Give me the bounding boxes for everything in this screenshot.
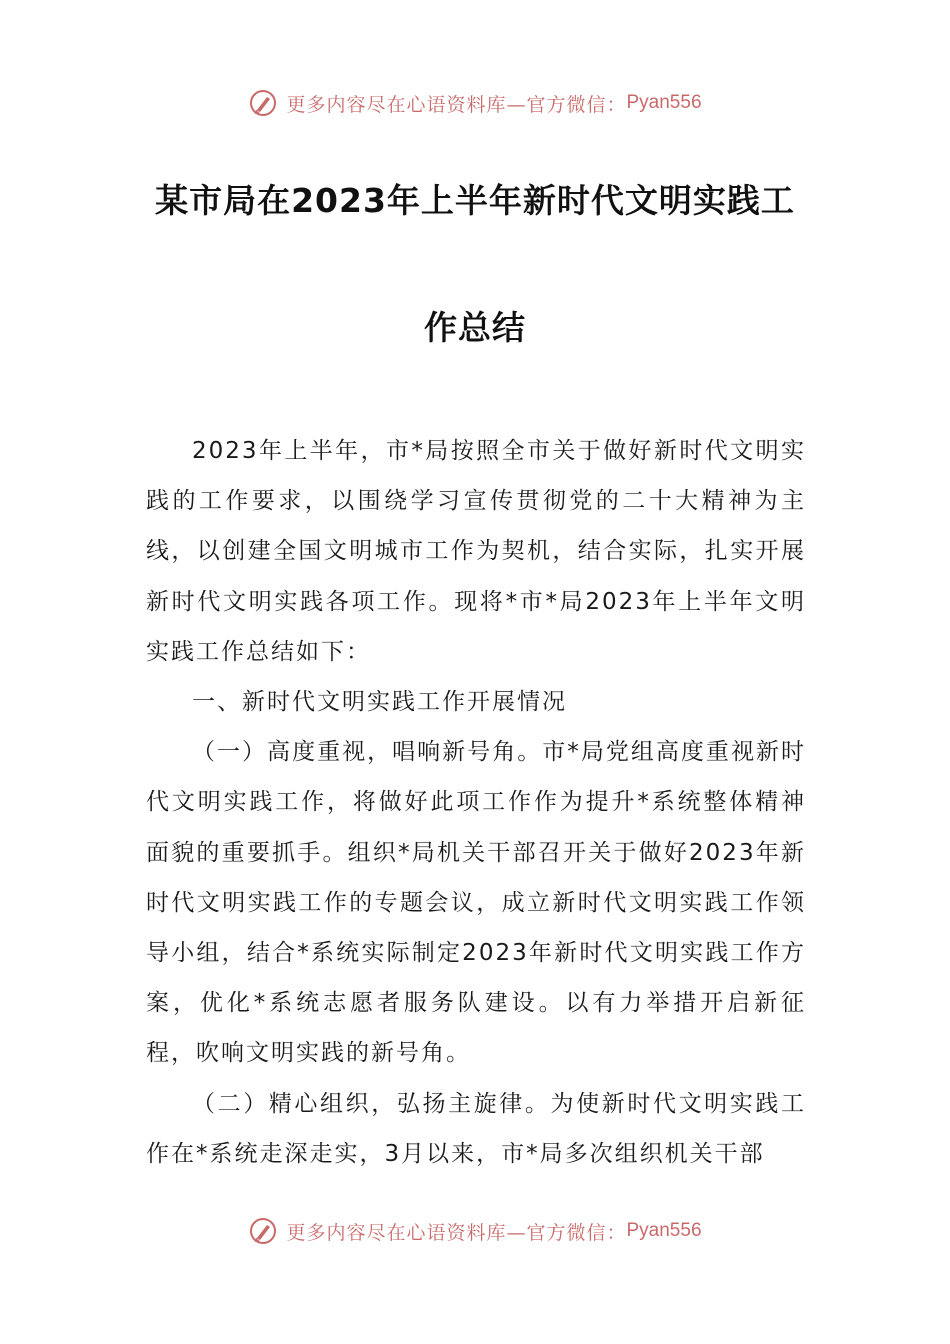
wechat-id: Pyan556 [626,92,702,113]
header-watermark-banner [0,83,950,123]
document-body [146,426,806,1179]
pen-logo-icon [248,88,278,118]
document-title-line-1: 某市局在2023年上半年新时代文明实践工 [155,181,795,220]
paragraph-subsection-1: （一）高度重视，唱响新号角。市*局党组高度重视新时代文明实践工作，将做好此项工作作为提升*系统整体精神面貌的重要抓手。组织*局机关干部召开关于做好2023年新时代文明实践工作的专题会议，成立新时代文明实践工作领导小组，结合*系统实际制定2023年新时代文明实践工作方案，优化*系统志愿者服务队建设。以有力举措开启新征程，吹响文明实践的新号角。 [146,739,806,1067]
section-heading-1: 一、新时代文明实践工作开展情况 [192,689,567,716]
document-title-line-2: 作总结 [424,308,526,347]
footer-watermark-banner [0,1211,950,1251]
banner-text: 更多内容尽在心语资料库—官方微信： [286,93,627,116]
banner-text: 更多内容尽在心语资料库—官方微信： [286,1221,627,1244]
wechat-id: Pyan556 [626,1220,702,1241]
pen-logo-icon [248,1216,278,1246]
paragraph-intro: 2023年上半年，市*局按照全市关于做好新时代文明实践的工作要求，以围绕学习宣传贯彻党的二十大精神为主线，以创建全国文明城市工作为契机，结合实际，扎实开展新时代文明实践各项工作。现将*市*局2023年上半年文明实践工作总结如下： [146,438,806,665]
paragraph-subsection-2: （二）精心组织，弘扬主旋律。为使新时代文明实践工作在*系统走深走实，3月以来，市*局多次组织机关干部 [146,1090,806,1167]
